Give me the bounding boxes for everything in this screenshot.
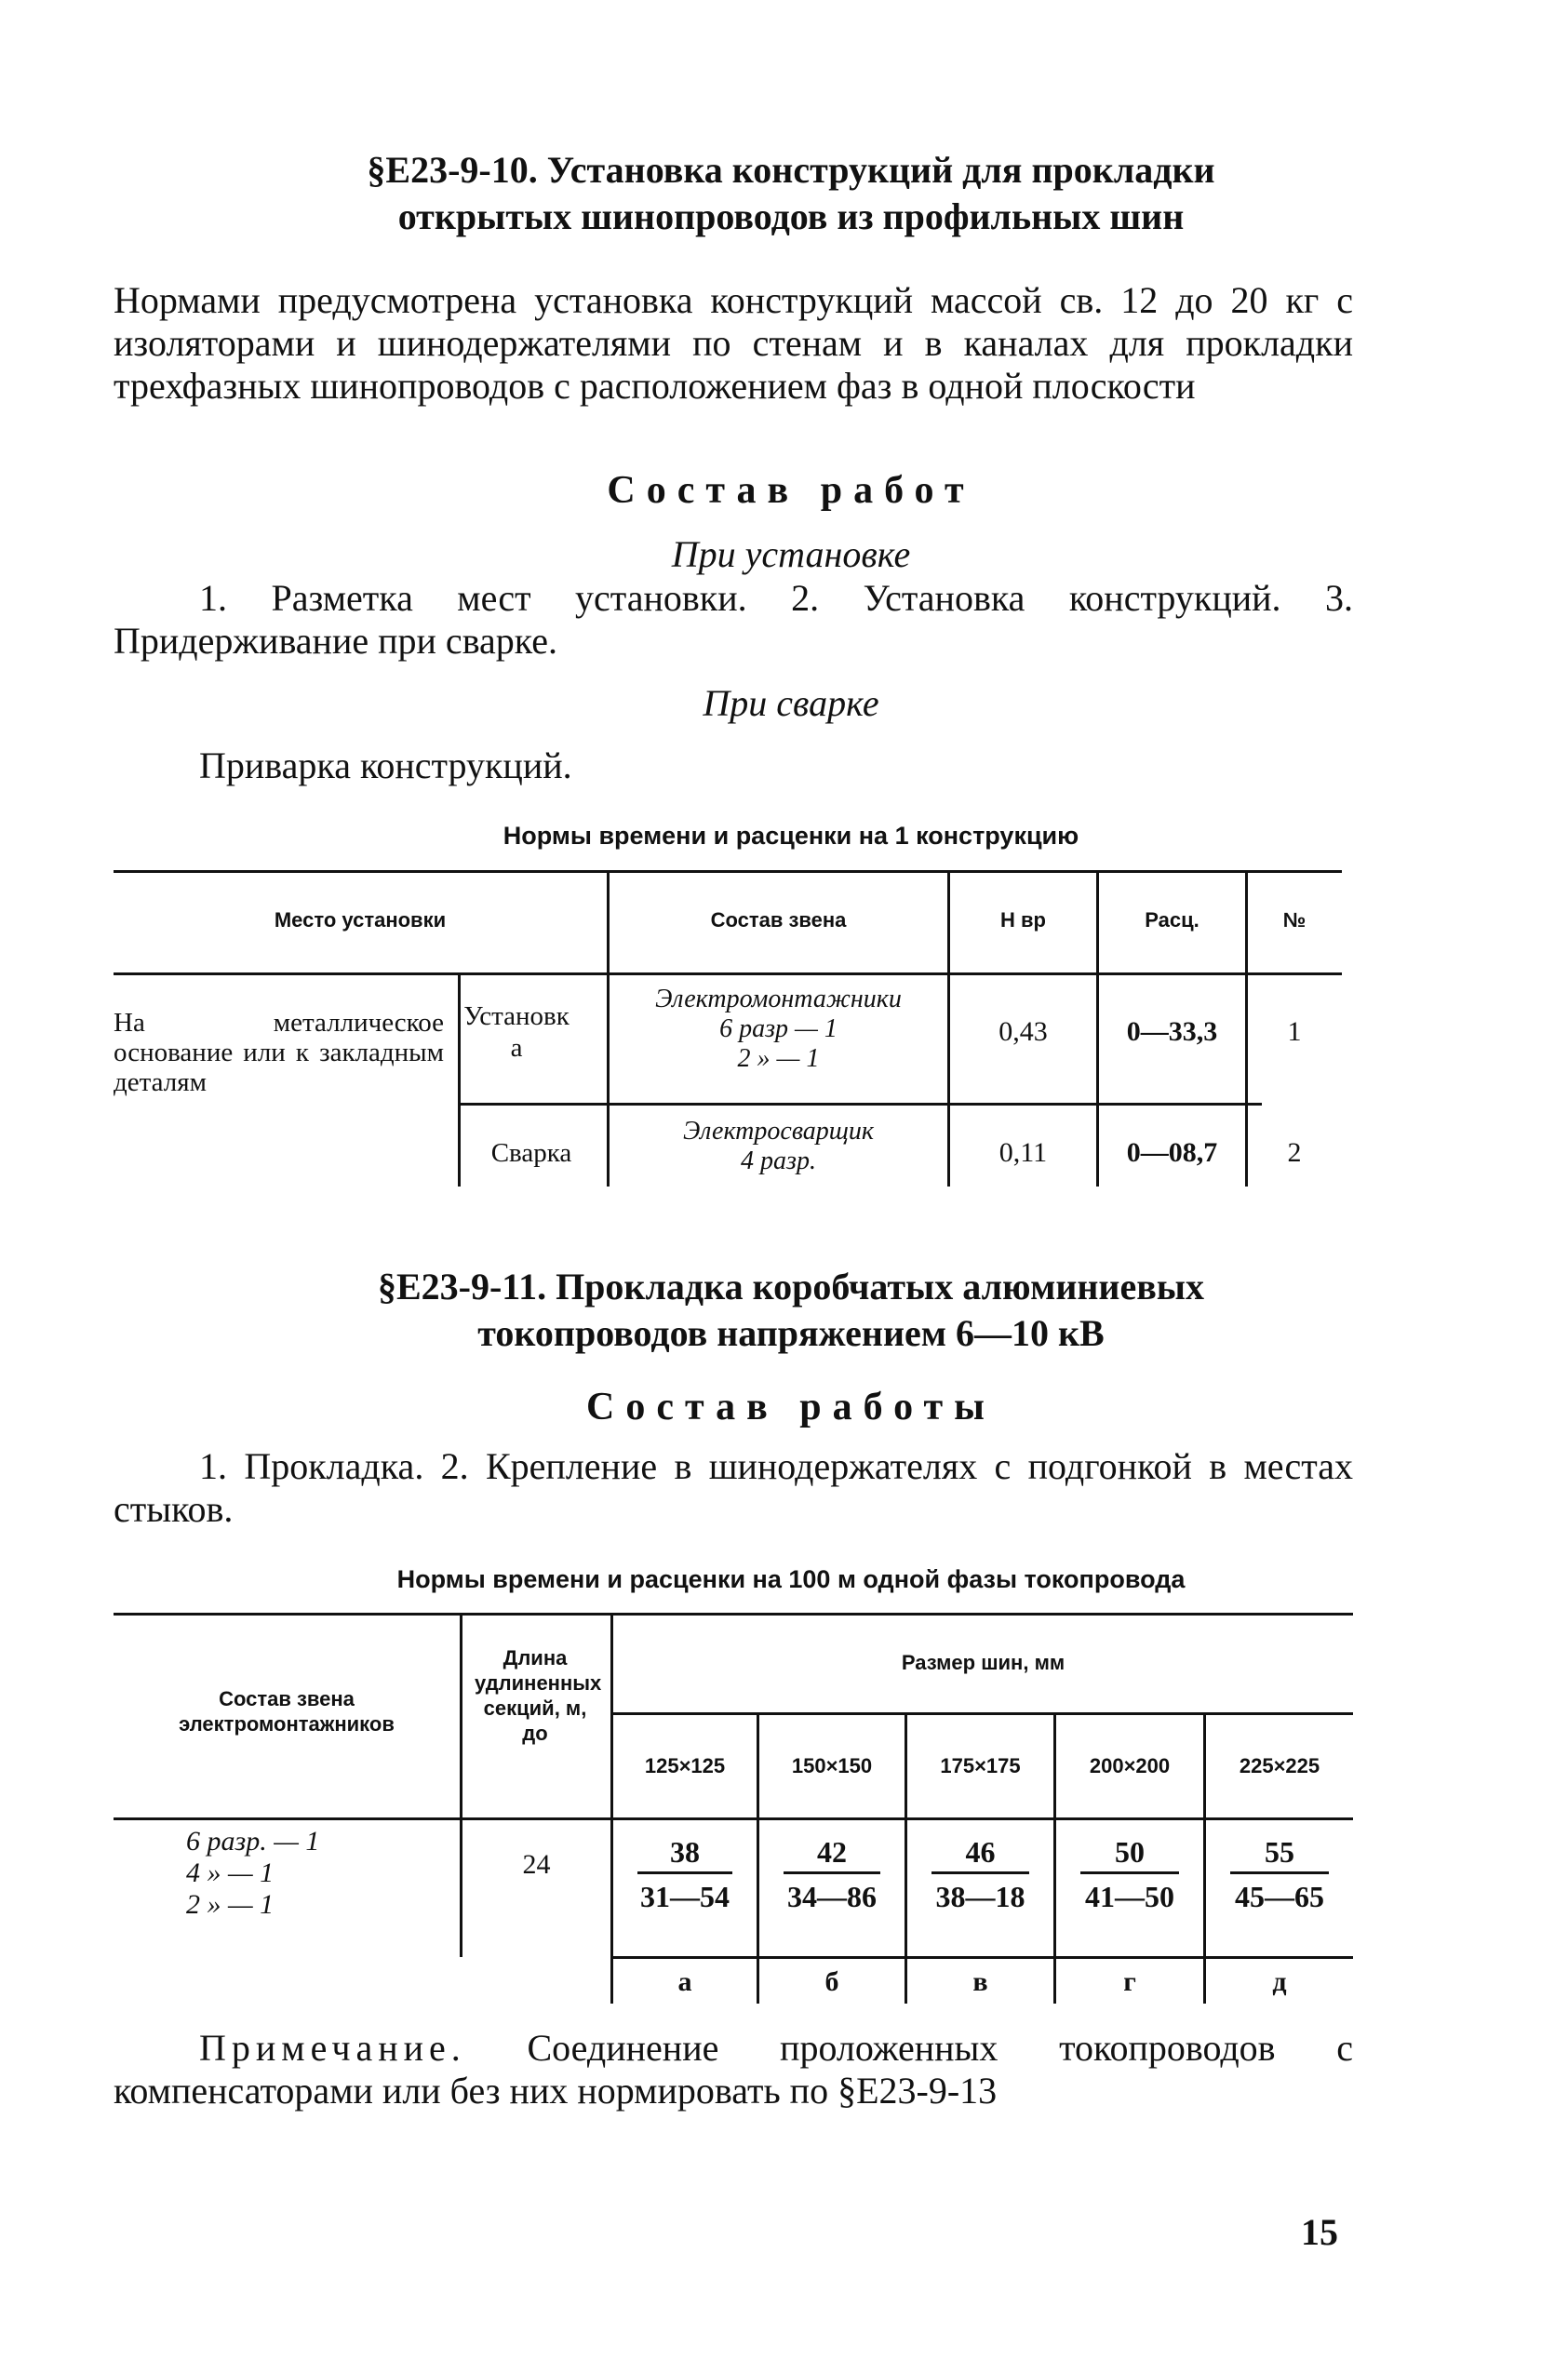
table1-row1-crew-line2: 2 » — 1 (737, 1044, 820, 1073)
table2-cell-b (759, 1835, 905, 1914)
note-text: Соединение проложенных токопроводов с компенсаторами или без них нормировать по §Е23-9-13 (114, 2027, 1353, 2112)
table2-size-2: 150×150 (791, 1754, 873, 1777)
table1-row2-crew (610, 1117, 947, 1176)
section2-title (112, 1264, 1470, 1357)
table2-letter-d: г (1123, 1966, 1136, 1997)
table1-row2-crew-line1: 4 разр. (741, 1146, 816, 1175)
table1-row1-num: 1 (1287, 1016, 1302, 1047)
table1-row1-crew (610, 985, 947, 1074)
table2-norm-d: 50 (1080, 1835, 1179, 1874)
table1-header-num: № (1282, 908, 1307, 932)
table1-header-rate: Расц. (1145, 908, 1199, 932)
table2-caption: Нормы времени и расценки на 100 м одной фазы токопровода (396, 1565, 1186, 1593)
table1-row2-rate: 0—08,7 (1126, 1137, 1218, 1168)
section1-title-line1: §Е23-9-10. Установка конструкций для прокладки (367, 149, 1215, 191)
table2-rate-a: 31—54 (640, 1880, 730, 1913)
table1-row1-crew-title: Электромонтажники (655, 985, 902, 1013)
section2-title-line1: §Е23-9-11. Прокладка коробчатых алюминиевых (377, 1266, 1205, 1307)
table2-length: 24 (522, 1849, 551, 1880)
table2-cell-e (1206, 1835, 1353, 1914)
table1-header-norm: Н вр (1000, 908, 1046, 932)
table2-header-sizes: Размер шин, мм (901, 1651, 1065, 1674)
table2-norm-e: 55 (1230, 1835, 1329, 1874)
section1-work-heading: Состав работ (607, 469, 975, 512)
table2-size-4: 200×200 (1089, 1754, 1171, 1777)
table2-rate-b: 34—86 (787, 1880, 877, 1913)
table2-size-3: 175×175 (940, 1754, 1021, 1777)
table2-crew-line2: 4 » — 1 (186, 1857, 275, 1888)
section1-sub2-heading: При сварке (703, 682, 879, 724)
section1-sub1-heading: При установке (671, 533, 911, 575)
table2-crew-line3: 2 » — 1 (186, 1889, 275, 1920)
table2-letter-e: д (1272, 1966, 1287, 1997)
table2-crew (186, 1826, 400, 1921)
table1-row2-num: 2 (1287, 1137, 1302, 1168)
table1-row2-operation: Сварка (490, 1138, 572, 1168)
section2-title-line2: токопроводов напряжением 6—10 кВ (477, 1312, 1105, 1354)
section1-title (112, 147, 1470, 240)
table2-norm-b: 42 (784, 1835, 880, 1874)
section2-note (114, 2027, 1353, 2112)
table2-letter-c: в (972, 1966, 988, 1997)
note-label: Примечание. (199, 2027, 466, 2069)
section1-intro: Нормами предусмотрена установка конструкций массой св. 12 до 20 кг с изоляторами и шинодержателями по стенам и в каналах для прокладки трехфазных шинопроводов с расположением фаз в одной плоскости (114, 279, 1353, 407)
table2-rate-c: 38—18 (935, 1880, 1025, 1913)
table1-caption: Нормы времени и расценки на 1 конструкцию (503, 822, 1079, 850)
table2-rate-e: 45—65 (1235, 1880, 1324, 1913)
table1-place: На металлическое основание или к закладным деталям (114, 1008, 444, 1097)
table1-row1-operation: Установка (463, 1001, 570, 1063)
table2-crew-line1: 6 разр. — 1 (186, 1826, 320, 1857)
table2-letter-b: б (824, 1966, 839, 1997)
table2-header-length: Длина удлиненных секций, м, до (475, 1646, 602, 1745)
table2-cell-d (1056, 1835, 1203, 1914)
section1-sub2-text: Приварка конструкций. (199, 744, 572, 786)
table2-norm-a: 38 (637, 1835, 732, 1874)
table2-size-5: 225×225 (1239, 1754, 1320, 1777)
table1-row2-crew-title: Электросварщик (682, 1117, 875, 1146)
table2-size-1: 125×125 (644, 1754, 726, 1777)
table1-header-crew: Состав звена (710, 908, 847, 932)
table2-header-crew: Состав звена электромонтажников (179, 1687, 395, 1736)
table2-cell-c (907, 1835, 1053, 1914)
table2-norm-c: 46 (931, 1835, 1029, 1874)
page-number: 15 (1301, 2211, 1338, 2253)
table1-row2-norm: 0,11 (998, 1137, 1048, 1168)
table1-header-place: Место установки (274, 908, 447, 932)
table1-row1-rate: 0—33,3 (1126, 1016, 1218, 1047)
section1-title-line2: открытых шинопроводов из профильных шин (397, 195, 1185, 237)
table1-row1-crew-line1: 6 разр — 1 (719, 1014, 838, 1043)
table2-letter-a: а (677, 1966, 692, 1997)
section2-work-heading: Состав работы (586, 1386, 996, 1428)
table2-cell-a (613, 1835, 757, 1914)
section1-sub1-text: 1. Разметка мест установки. 2. Установка конструкций. 3. Придерживание при сварке. (114, 577, 1353, 662)
table2-rate-d: 41—50 (1085, 1880, 1174, 1913)
table1-row1-norm: 0,43 (998, 1016, 1048, 1047)
section2-work-text: 1. Прокладка. 2. Крепление в шинодержателях с подгонкой в местах стыков. (114, 1445, 1353, 1530)
